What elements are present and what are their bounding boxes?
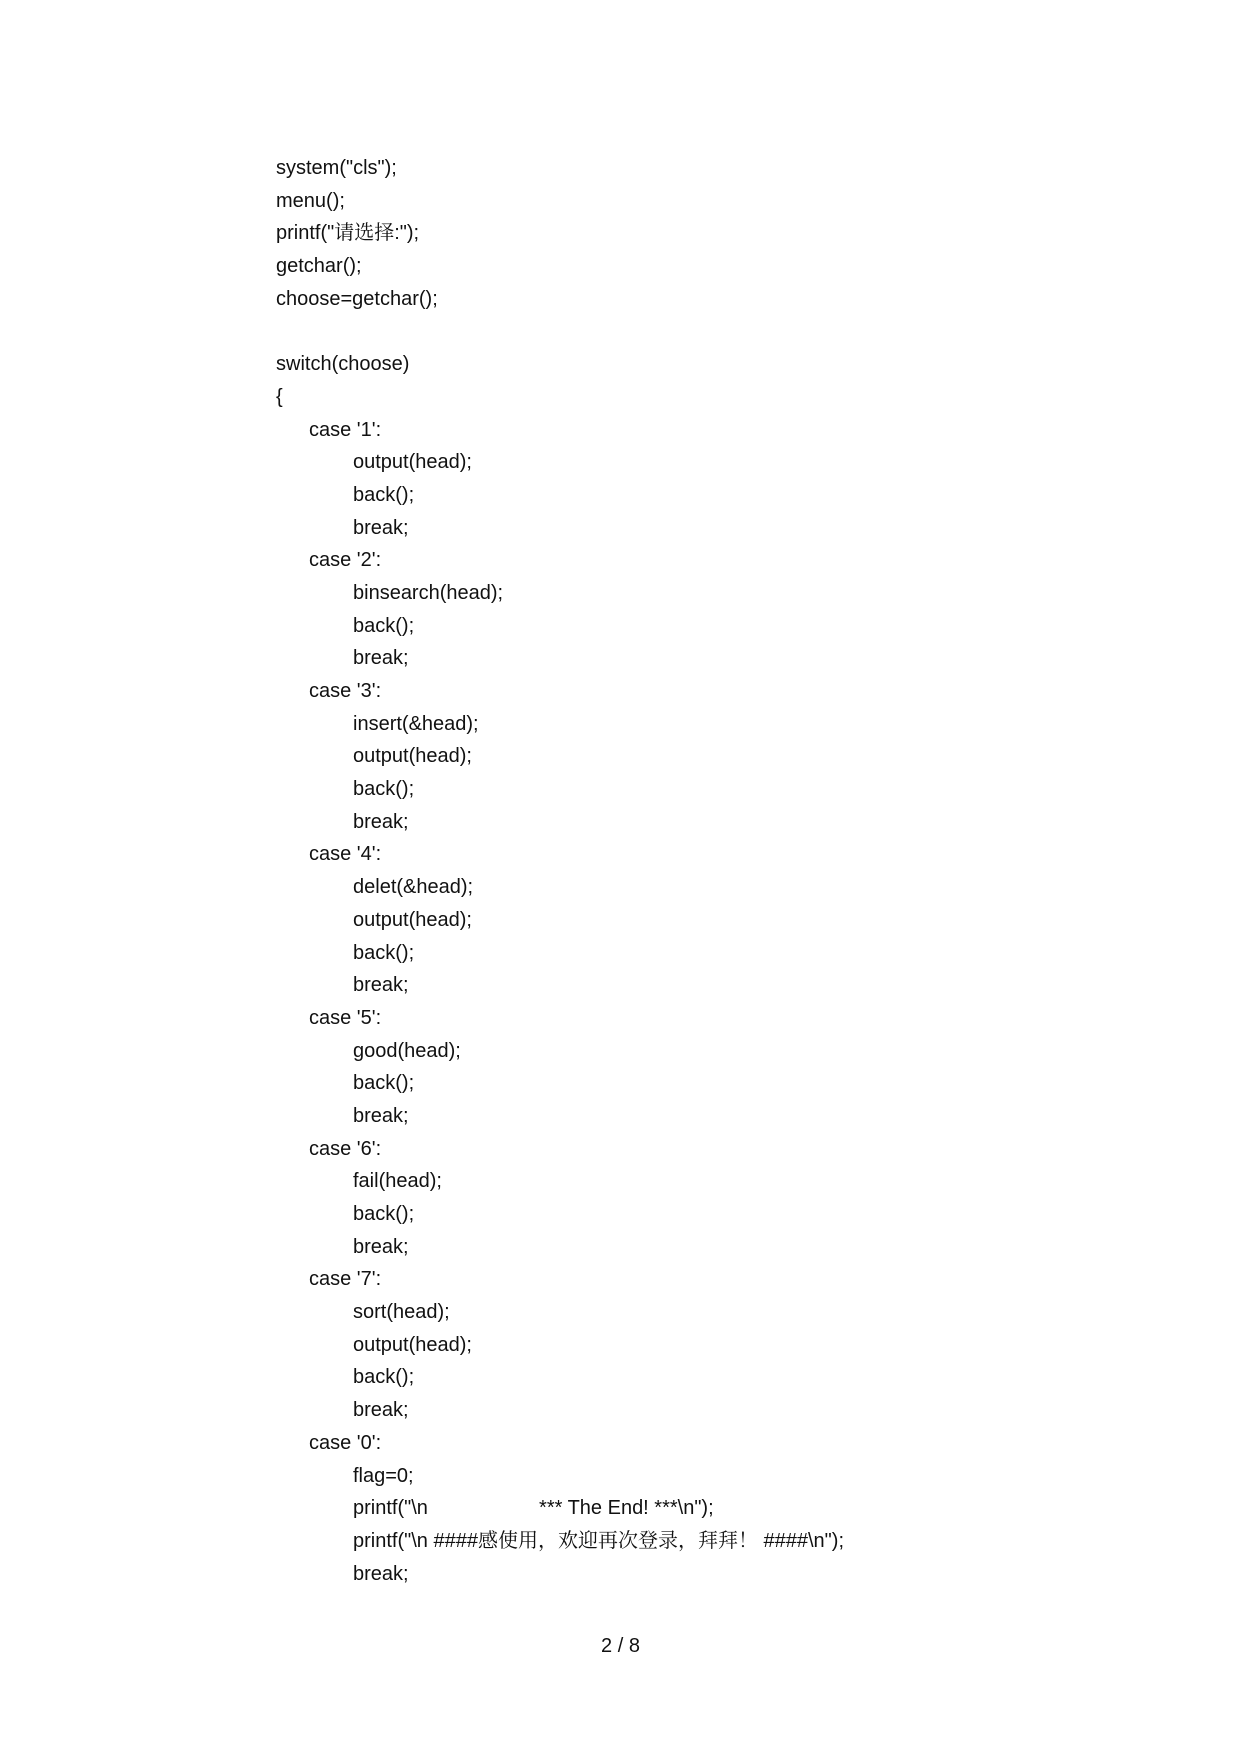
code-line: back(); [353,614,415,637]
code-line: binsearch(head); [353,581,504,604]
code-line: case '5': [309,1006,382,1029]
code-line: break; [353,1562,409,1585]
code-line: flag=0; [353,1464,414,1487]
code-line: back(); [353,1203,415,1225]
code-line: case '3': [309,680,382,702]
code-line: printf("\n ####感使用，欢迎再次登录，拜拜！ ####\n"); [353,1529,844,1552]
code-line: back(); [353,778,415,801]
code-line: back(); [353,483,415,506]
code-line [276,315,844,348]
code-line: printf("请选择:"); [276,222,420,245]
code-line: output(head); [353,1333,472,1356]
code-line: printf("\n *** The End! ***\n"); [353,1497,714,1520]
code-line: fail(head); [353,1170,442,1193]
code-line: back(); [353,1072,415,1095]
code-line: case '0': [309,1431,382,1454]
code-line: system("cls"); [276,157,397,179]
code-line: case '1': [309,418,382,441]
code-line: break; [353,1235,409,1258]
code-line: insert(&head); [353,712,479,735]
code-line: back(); [353,941,415,964]
code-line: break; [353,974,409,997]
code-line: getchar(); [276,255,362,278]
code-line: choose=getchar(); [276,287,438,310]
code-line: break; [353,1104,409,1127]
code-line: break; [353,810,409,833]
code-line: break; [353,1399,409,1422]
code-line: output(head); [353,908,472,931]
page-number: 2 / 8 [601,1635,640,1657]
code-line: output(head); [353,451,472,474]
code-line: good(head); [353,1039,461,1062]
code-line: case '2': [309,549,382,572]
code-line: case '4': [309,843,382,866]
code-block [276,152,844,1590]
code-line: back(); [353,1366,415,1389]
code-line: break; [353,516,409,539]
code-line: case '7': [309,1268,382,1291]
code-line: menu(); [276,189,345,212]
code-line: case '6': [309,1137,382,1160]
code-line: switch(choose) [276,353,410,376]
code-line: sort(head); [353,1301,450,1324]
code-line: output(head); [353,745,472,768]
code-line: break; [353,647,409,670]
code-line: delet(&head); [353,876,474,899]
code-line: { [276,385,283,408]
